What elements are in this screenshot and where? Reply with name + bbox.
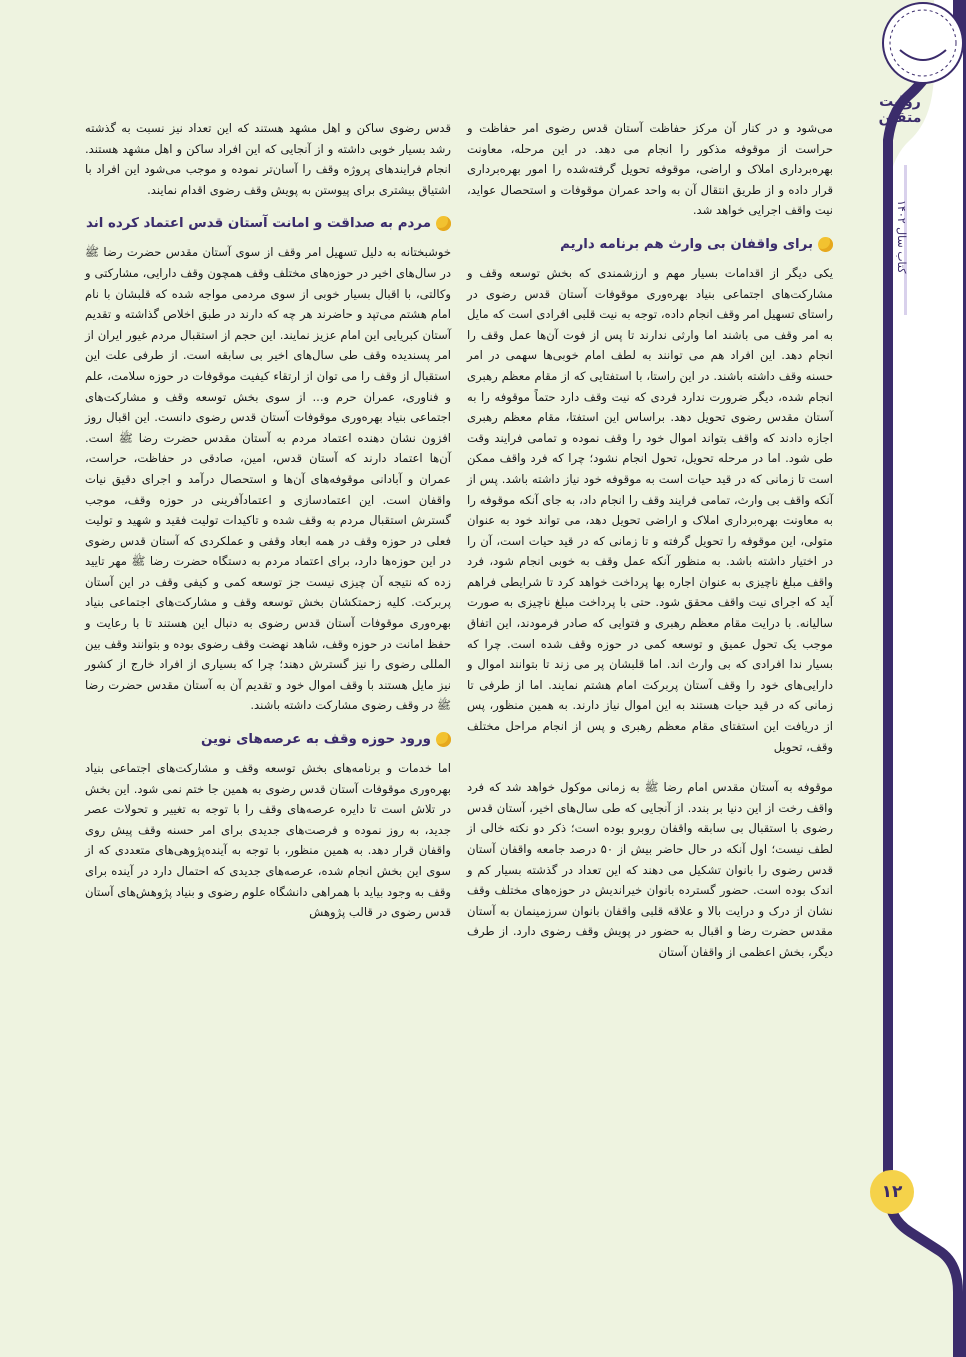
- logo-text: روایت متقین: [878, 94, 922, 126]
- section-heading-new-fields: [85, 730, 451, 750]
- page-number: ۱۲: [870, 1170, 914, 1214]
- heading-bullet-icon: [818, 237, 833, 252]
- side-decoration-band: [838, 0, 966, 1357]
- right-intro-paragraph: می‌شود و در کنار آن مرکز حفاظت آستان قدس رضوی امر حفاظت و حراست از موقوفه مذکور را انجام می دهد. در این مرحله، معاونت بهره‌برداری املاک و اراضی، موقوفه تحویل گرفته‌شده را امور بهره‌برداری قرار داده و از طریق انتقال آن به واحد عمران موقوفات و استحصال عواید، نیت واقف اجرایی خواهد شد.: [467, 121, 833, 218]
- heading-bullet-icon: [436, 216, 451, 231]
- section-heading-trust: [85, 214, 451, 234]
- left-section2-paragraph: اما خدمات و برنامه‌های بخش توسعه وقف و مشارکت‌های اجتماعی بنیاد بهره‌وری موقوفات آستان قدس رضوی به همین جا ختم نمی شود. این بخش در تلاش است تا دایره عرصه‌های وقف را با توجه به تغییر و تحولات عصر جدید، به روز نموده و فرصت‌های جدیدی برای امر حسنه وقف پیش روی واقفان قرار دهد. به همین منظور، با توجه به آینده‌پژوهی‌های متعددی که از سوی این بخش انجام شده، عرصه‌های جدیدی که احتمال دارد در آینده برای وقف به وجود بیاید با همراهی دانشگاه علوم رضوی و بنیاد پژوهش‌های آستان قدس رضوی در قالب پژوهش: [85, 761, 451, 920]
- left-column: [85, 118, 451, 923]
- right-closing-paragraph: موقوفه به آستان مقدس امام رضا ﷺ به زمانی موکول خواهد شد که فرد واقف رخت از این دنیا بر بندد. از آنجایی که طی سال‌های اخیر، آستان قدس رضوی با استقبال بی سابقه واقفان روبرو بوده است؛ ذکر دو نکته خالی از لطف نیست؛ اول آنکه در حال حاضر بیش از ۵۰ درصد جامعه واقفان آستان قدس رضوی را بانوان تشکیل می دهند که این تعداد در گذشته بسیار کم و اندک بوده است. حضور گسترده بانوان خیراندیش در حوزه‌های مختلف وقف نشان از درک و درایت بالا و علاقه قلبی واقفان بانوان سرزمینمان به آستان مقدس حضرت رضا و اقبال به حضور در پویش وقف رضوی دارد. از طرف دیگر، بخش اعظمی از واقفان آستان: [467, 780, 834, 959]
- section-heading-heirless-donors: [467, 235, 833, 255]
- heading-text: برای واقفان بی وارث هم برنامه داریم: [560, 236, 813, 252]
- book-label: کتاب سال ۱۴۰۲: [895, 200, 908, 274]
- left-section1-paragraph: خوشبختانه به دلیل تسهیل امر وقف از سوی آستان مقدس حضرت رضا ﷺ در سال‌های اخیر در حوزه‌های مختلف وقف همچون وقف دارایی، مشارکتی و وکالتی، با اقبال بسیار خوبی از سوی مردمی مواجه شده که قلبشان با نام امام هشتم می‌تپد و حاضرند هر چه که دارند در طبق اخلاص گذاشته و تقدیم آستان کبریایی این امام عزیز نمایند. این حجم از استقبال مردم غیور ایران از امر پسندیده وقف طی سال‌های اخیر بی سابقه است. از طرفی علت این استقبال از وقف را می توان از ارتقاء کیفیت موقوفات در حوزه سلامت، علم و فناوری، عمران حرم و... از سوی بخش توسعه وقف و مشارکت‌های اجتماعی بنیاد بهره‌وری موقوفات آستان قدس رضوی دانست. این اقبال روز افزون نشان دهنده اعتماد مردم به آستان مقدس حضرت رضا ﷺ است. آن‌ها اعتماد دارند که آستان قدس، امین، صادقی در حفاظت، حراست، عمران و آبادانی موقوفه‌های آن‌ها و استحصال درآمد و اجرای دقیق نیات واقفان است. این اعتمادسازی و اعتمادآفرینی در حوزه وقف، موجب گسترش استقبال مردم به وقف شده و تاکیدات تولیت فقید و شهید و تولیت فعلی در حوزه وقف در همه ابعاد وقفی و عملکردی که آستان قدس رضوی در این حوزه‌ها دارد، برای اعتماد مردم به دستگاه حضرت رضا ﷺ مهر تایید زده که نتیجه آن چیزی نیست جز توسعه کمی و کیفی وقف در این آستان پربرکت. کلیه زحمتکشان بخش توسعه وقف و مشارکت‌های اجتماعی بنیاد بهره‌وری موقوفات آستان قدس رضوی به دنبال این هستند تا با رعایت و حفظ امانت در حوزه وقف، شاهد نهضت وقف رضوی بوده و بتوانند وقف بین المللی رضوی را نیز گسترش دهند؛ چرا که بسیاری از افراد خارج از کشور نیز مایل هستند با وقف اموال خود و تقدیم آن به آستان مقدس حضرت رضا ﷺ در وقف رضوی مشارکت داشته باشند.: [85, 245, 451, 713]
- heading-bullet-icon: [436, 732, 451, 747]
- right-section-paragraph: یکی دیگر از اقدامات بسیار مهم و ارزشمندی که بخش توسعه وقف و مشارکت‌های اجتماعی بنیاد بهره‌وری موقوفات آستان قدس رضوی در راستای تسهیل امر وقف انجام داده، توجه به نیت قلبی افرادی است که مایل به امر وقف می باشند اما وارثی ندارند تا پس از فوت آن‌ها عمل وقف را انجام دهد. این افراد هم می توانند به لطف امام خوبی‌ها سهمی در امر حسنه وقف داشته باشند. در این راستا، با استفتایی که از مقام معظم رهبری انجام شده، دیگر ضرورت ندارد فردی که نیت وقف دارد حتماً موقوفه را به آستان مقدس رضوی تحویل دهد. براساس این استفتا، مقام معظم رهبری اجازه دادند که واقف بتواند اموال خود را وقف نموده و تمامی فرایند وقت طی شود. اما در مرحله تحویل، تحول انجام نشود؛ چرا که فرد واقف ممکن است تا زمانی که در قید حیات است به موقوفه خود نیاز داشته باشد. پس از آنکه واقف بی وارث، تمامی فرایند وقف را انجام داد، به جای آنکه موقوفه را به معاونت بهره‌برداری املاک و اراضی تحویل دهد، می تواند خود به عنوان متولی، این موقوفه را تحویل گرفته و تا زمانی که در قید حیات است، آن را در اختیار داشته باشد. به منظور آنکه عمل وقف به خوبی انجام شود، فرد واقف مبلغ ناچیزی به عنوان اجاره بها پرداخت خواهد کرد تا شرایطی فراهم آید که اجرای نیت واقف محقق شود. حتی با پرداخت مبلغ ناچیزی به صورت سالیانه. با درایت مقام معظم رهبری و فتوایی که صادر فرمودند، این اتفاق موجب یک تحول عمیق و توسعه کمی در حوزه وقف شده است. چرا که بسیار ندا افرادی که بی وارث اند. اما قلبشان پر می زند تا بتوانند اموال و دارایی‌های خود را وقف آستان پربرکت امام هشتم نمایند. اما از طرفی تا زمانی که در قید حیات هستند به این اموال نیاز دارند. به همین منظور، پس از دریافت این استفتای مقام معظم رهبری و پس از انجام مراحل مختلف وقف، تحویل: [467, 265, 833, 754]
- heading-text: مردم به صداقت و امانت آستان قدس اعتماد کرده اند: [85, 216, 431, 232]
- left-intro-paragraph: قدس رضوی ساکن و اهل مشهد هستند که این تعداد نیز نسبت به گذشته رشد بسیار خوبی داشته و از آنجایی که این افراد ساکن و اهل مشهد هستند. انجام فرایندهای پروژه وقف را آسان‌تر نموده و موجب می‌شود این افراد با اشتیاق بیشتری برای پیوستن به پویش وقف رضوی اقدام نمایند.: [85, 121, 451, 197]
- heading-text: ورود حوزه وقف به عرصه‌های نوین: [200, 732, 431, 748]
- logo-emblem-icon: [880, 0, 966, 86]
- right-column: [467, 118, 833, 963]
